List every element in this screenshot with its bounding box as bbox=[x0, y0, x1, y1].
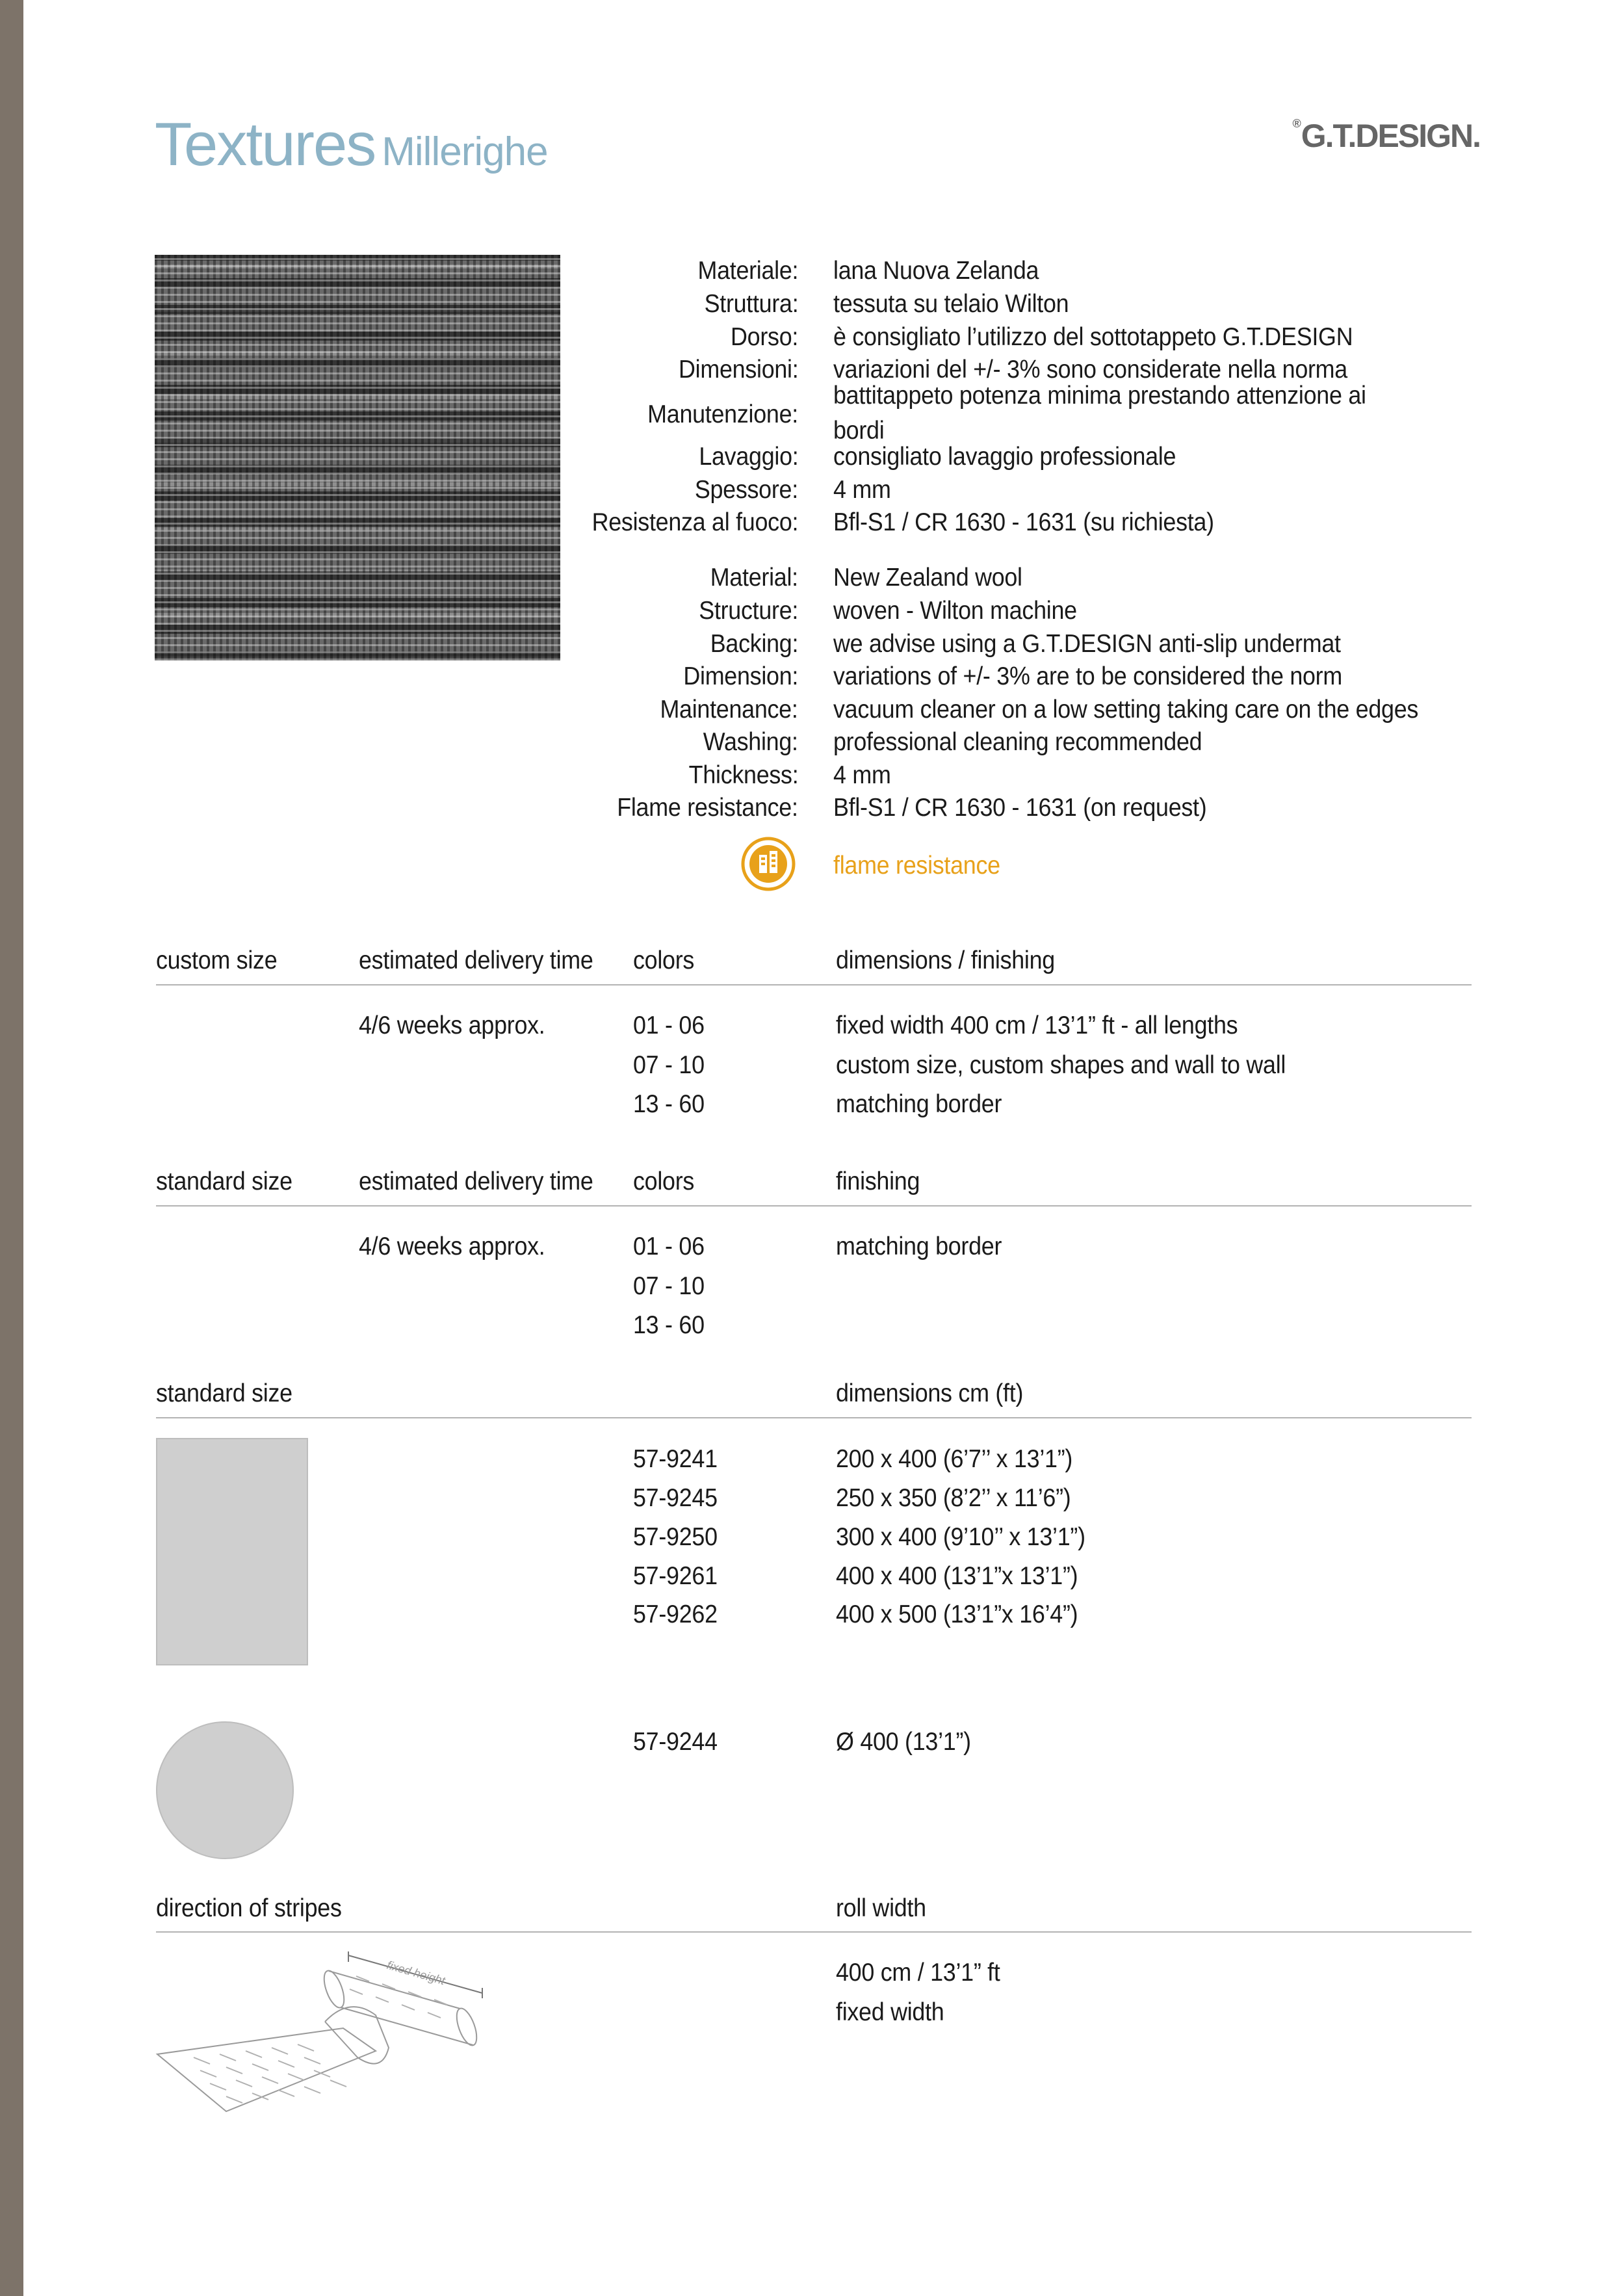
column-header: estimated delivery time bbox=[359, 1168, 593, 1195]
brand-logo-text: G.T.DESIGN. bbox=[1301, 118, 1480, 154]
spec-value: variazioni del +/- 3% sono considerate nella norma bbox=[833, 356, 1347, 384]
spec-value: variations of +/- 3% are to be considered the norm bbox=[833, 662, 1342, 690]
spec-value: vacuum cleaner on a low setting taking care on the edges bbox=[833, 696, 1419, 724]
color-range: 01 - 06 bbox=[633, 1233, 705, 1260]
spec-label: Lavaggio: bbox=[698, 443, 798, 471]
column-header: direction of stripes bbox=[156, 1894, 342, 1922]
column-header: standard size bbox=[156, 1379, 292, 1407]
column-header: finishing bbox=[836, 1168, 920, 1195]
product-size: 200 x 400 (6’7’’ x 13’1”) bbox=[836, 1445, 1073, 1473]
registered-mark: ® bbox=[1292, 117, 1300, 130]
spec-value: 4 mm bbox=[833, 761, 891, 789]
product-code: 57-9250 bbox=[633, 1523, 718, 1551]
product-code: 57-9245 bbox=[633, 1484, 718, 1512]
spec-label: Backing: bbox=[710, 630, 798, 658]
title-main: Textures bbox=[155, 110, 376, 178]
fixed-height-label: fixed height bbox=[385, 1958, 447, 1988]
spec-label: Spessore: bbox=[694, 476, 798, 504]
spec-label: Washing: bbox=[703, 728, 798, 756]
column-header: standard size bbox=[156, 1168, 292, 1195]
product-size: Ø 400 (13’1”) bbox=[836, 1728, 971, 1756]
color-range: 13 - 60 bbox=[633, 1311, 705, 1339]
color-range: 01 - 06 bbox=[633, 1011, 705, 1039]
dimension-detail: custom size, custom shapes and wall to wall bbox=[836, 1051, 1286, 1079]
spec-value: we advise using a G.T.DESIGN anti-slip undermat bbox=[833, 630, 1341, 658]
dimension-detail: matching border bbox=[836, 1090, 1002, 1118]
spec-label: Thickness: bbox=[688, 761, 798, 789]
round-rug-shape bbox=[156, 1721, 294, 1859]
spec-value: woven - Wilton machine bbox=[833, 597, 1077, 625]
spec-label: Flame resistance: bbox=[617, 794, 798, 822]
product-code: 57-9241 bbox=[633, 1445, 718, 1473]
stripe-direction-diagram bbox=[155, 1950, 493, 2113]
delivery-time: 4/6 weeks approx. bbox=[359, 1233, 545, 1260]
flame-resistance-icon bbox=[740, 835, 797, 893]
column-header: colors bbox=[633, 946, 695, 974]
spec-label: Material: bbox=[710, 564, 798, 592]
divider bbox=[156, 1931, 1472, 1933]
column-header: custom size bbox=[156, 946, 278, 974]
color-range: 07 - 10 bbox=[633, 1272, 705, 1300]
spec-label: Resistenza al fuoco: bbox=[591, 508, 798, 536]
spec-value: battitappeto potenza minima prestando attenzione ai bbox=[833, 382, 1366, 410]
column-header: dimensions cm (ft) bbox=[836, 1379, 1024, 1407]
title-sub: Millerighe bbox=[382, 129, 548, 174]
roll-width-note: fixed width bbox=[836, 1998, 944, 2026]
side-color-band bbox=[0, 0, 23, 2296]
dimension-detail: fixed width 400 cm / 13’1” ft - all lengths bbox=[836, 1011, 1238, 1039]
page-title bbox=[155, 109, 548, 179]
spec-value: Bfl-S1 / CR 1630 - 1631 (on request) bbox=[833, 794, 1207, 822]
brand-logo bbox=[1292, 117, 1480, 155]
divider bbox=[156, 1417, 1472, 1418]
column-header: dimensions / finishing bbox=[836, 946, 1055, 974]
spec-value: New Zealand wool bbox=[833, 564, 1022, 592]
rectangle-rug-shape bbox=[156, 1438, 308, 1665]
color-range: 07 - 10 bbox=[633, 1051, 705, 1079]
delivery-time: 4/6 weeks approx. bbox=[359, 1011, 545, 1039]
column-header: roll width bbox=[836, 1894, 926, 1922]
spec-label: Materiale: bbox=[697, 257, 798, 285]
column-header: estimated delivery time bbox=[359, 946, 593, 974]
product-size: 250 x 350 (8’2’’ x 11’6”) bbox=[836, 1484, 1071, 1512]
spec-value: consigliato lavaggio professionale bbox=[833, 443, 1176, 471]
flame-resistance-label: flame resistance bbox=[833, 852, 1000, 880]
texture-swatch-image bbox=[155, 255, 560, 660]
roll-width-value: 400 cm / 13’1” ft bbox=[836, 1959, 1000, 1987]
product-code: 57-9261 bbox=[633, 1562, 718, 1590]
spec-value: lana Nuova Zelanda bbox=[833, 257, 1039, 285]
spec-value: tessuta su telaio Wilton bbox=[833, 290, 1069, 318]
divider bbox=[156, 984, 1472, 985]
product-size: 400 x 400 (13’1”x 13’1”) bbox=[836, 1562, 1078, 1590]
spec-label: Structure: bbox=[699, 597, 798, 625]
spec-value-continued: bordi bbox=[833, 417, 885, 445]
column-header: colors bbox=[633, 1168, 695, 1195]
spec-value: è consigliato l’utilizzo del sottotappeto G.T.DESIGN bbox=[833, 323, 1353, 351]
spec-label: Struttura: bbox=[704, 290, 798, 318]
spec-label: Dimensioni: bbox=[678, 356, 798, 384]
finishing-detail: matching border bbox=[836, 1233, 1002, 1260]
product-code: 57-9244 bbox=[633, 1728, 718, 1756]
spec-value: professional cleaning recommended bbox=[833, 728, 1202, 756]
product-code: 57-9262 bbox=[633, 1600, 718, 1628]
divider bbox=[156, 1205, 1472, 1207]
spec-value: 4 mm bbox=[833, 476, 891, 504]
spec-label: Dorso: bbox=[730, 323, 798, 351]
spec-label: Maintenance: bbox=[660, 696, 798, 724]
spec-value: Bfl-S1 / CR 1630 - 1631 (su richiesta) bbox=[833, 508, 1214, 536]
product-size: 300 x 400 (9’10’’ x 13’1”) bbox=[836, 1523, 1085, 1551]
color-range: 13 - 60 bbox=[633, 1090, 705, 1118]
spec-label: Manutenzione: bbox=[647, 400, 798, 428]
product-size: 400 x 500 (13’1”x 16’4”) bbox=[836, 1600, 1078, 1628]
spec-label: Dimension: bbox=[683, 662, 798, 690]
